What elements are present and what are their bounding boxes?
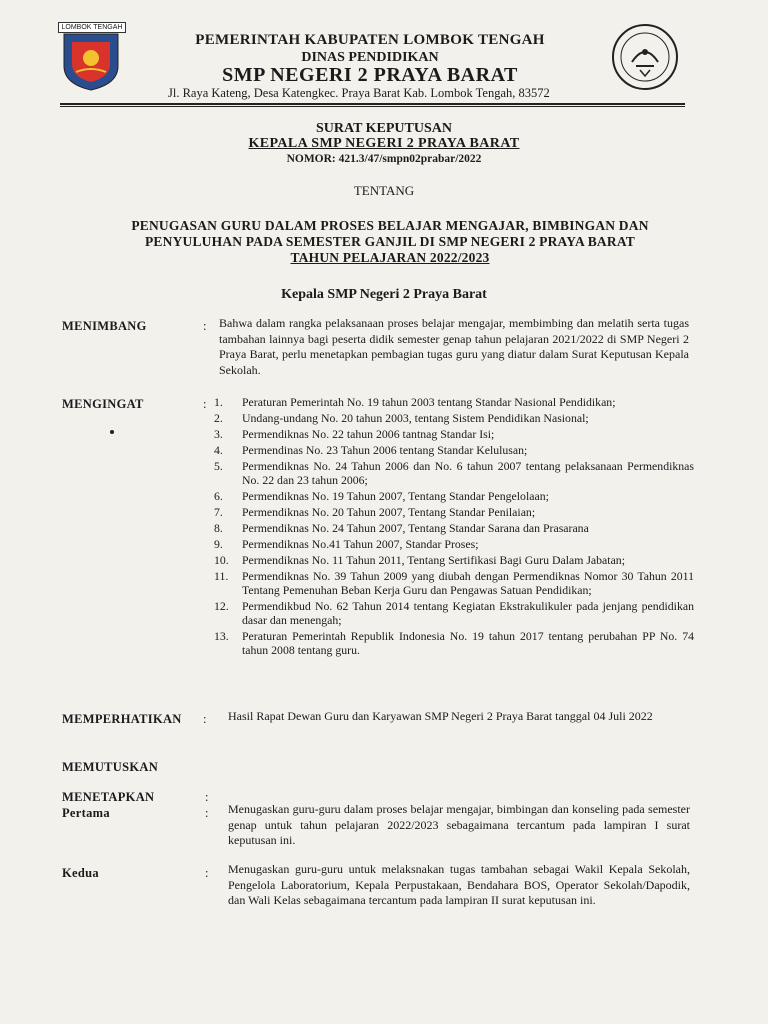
mengingat-item-text: Peraturan Pemerintah No. 19 tahun 2003 tentang Standar Nasional Pendidikan;: [242, 395, 616, 409]
mengingat-item: [214, 427, 694, 441]
menimbang-text: Bahwa dalam rangka pelaksanaan proses belajar mengajar, membimbing dan melatih serta tugas tambahan lainnya bagi peserta didik semester genap tahun pelajaran 2021/2022 di SMP Negeri 2 Praya Barat, perlu menetapkan pembagian tugas guru yang diatur dalam Surat Keputusan Kepala Sekolah.: [219, 316, 689, 377]
mengingat-item-text: Permendiknas No.41 Tahun 2007, Standar Proses;: [242, 537, 479, 551]
mengingat-item: [214, 537, 694, 551]
mengingat-item-number: 12.: [214, 599, 229, 613]
mengingat-item-text: Permendiknas No. 39 Tahun 2009 yang diubah dengan Permendiknas Nomor 30 Tahun 2011 Tentang Pemenuhan Beban Kerja Guru dan Pengawas Satuan Pendidikan;: [242, 569, 694, 597]
letterhead-rule-thick: [60, 103, 685, 105]
mengingat-list: [214, 395, 694, 659]
mengingat-item: [214, 569, 694, 597]
mengingat-item-text: Permendiknas No. 11 Tahun 2011, Tentang Sertifikasi Bagi Guru Dalam Jabatan;: [242, 553, 625, 567]
memperhatikan-text: Hasil Rapat Dewan Guru dan Karyawan SMP Negeri 2 Praya Barat tanggal 04 Juli 2022: [228, 709, 653, 723]
mengingat-item: [214, 521, 694, 535]
mengingat-item-text: Permendinas No. 23 Tahun 2006 tentang Standar Kelulusan;: [242, 443, 528, 457]
mengingat-item-number: 13.: [214, 629, 229, 643]
mengingat-item-number: 3.: [214, 427, 223, 441]
mengingat-item: [214, 599, 694, 627]
menimbang-colon: :: [203, 319, 207, 333]
mengingat-item: [214, 553, 694, 567]
subject-line-2: PENYULUHAN PADA SEMESTER GANJIL DI SMP NEGERI 2 PRAYA BARAT: [144, 234, 635, 249]
mengingat-item: [214, 411, 694, 425]
mengingat-item-text: Permendikbud No. 62 Tahun 2014 tentang Kegiatan Ekstrakulikuler pada jenjang pendidikan dasar dan menengah;: [242, 599, 694, 627]
mengingat-item-number: 8.: [214, 521, 223, 535]
department-name: DINAS PENDIDIKAN: [301, 50, 439, 65]
mengingat-item-number: 7.: [214, 505, 223, 519]
memperhatikan-label: MEMPERHATIKAN: [62, 712, 182, 726]
kedua-text: Menugaskan guru-guru untuk melaksnakan tugas tambahan sebagai Wakil Kepala Sekolah, Pengelola Laboratorium, Kepala Perpustakaan, Bendahara BOS, Operator Sekolah/Dapodik, dan Wali Kelas sebagaimana tercantum pada lampiran II surat keputusan ini.: [228, 862, 690, 907]
mengingat-label: MENGINGAT: [62, 397, 144, 411]
mengingat-item: [214, 505, 694, 519]
mengingat-item-text: Permendiknas No. 24 Tahun 2006 dan No. 6 tahun 2007 tentang pelaksanaan Permendiknas No. 22 dan 23 tahun 2006;: [242, 459, 694, 487]
kedua-label: Kedua: [62, 866, 99, 880]
mengingat-item: [214, 395, 694, 409]
subject-line-3: TAHUN PELAJARAN 2022/2023: [290, 250, 490, 265]
mengingat-item-text: Undang-undang No. 20 tahun 2003, tentang Sistem Pendidikan Nasional;: [242, 411, 589, 425]
mengingat-item: [214, 443, 694, 457]
memperhatikan-colon: :: [203, 712, 207, 726]
mengingat-item-text: Peraturan Pemerintah Republik Indonesia No. 19 tahun 2017 tentang perubahan PP No. 74 tahun 2008 tentang guru.: [242, 629, 694, 657]
mengingat-item-text: Permendiknas No. 22 tahun 2006 tantnag Standar Isi;: [242, 427, 495, 441]
mengingat-item-number: 11.: [214, 569, 229, 583]
mengingat-item-text: Permendiknas No. 20 Tahun 2007, Tentang Standar Penilaian;: [242, 505, 536, 519]
tut-wuri-handayani-logo: [610, 22, 680, 92]
decree-subtitle: KEPALA SMP NEGERI 2 PRAYA BARAT: [248, 136, 520, 151]
school-name: SMP NEGERI 2 PRAYA BARAT: [222, 64, 518, 86]
mengingat-item: [214, 489, 694, 503]
menetapkan-label: MENETAPKAN: [62, 790, 155, 804]
mengingat-item: [214, 629, 694, 657]
mengingat-item: [214, 459, 694, 487]
menetapkan-colon: :: [205, 790, 209, 804]
school-address: Jl. Raya Kateng, Desa Katengkec. Praya Barat Kab. Lombok Tengah, 83572: [168, 86, 550, 100]
education-emblem-icon: [610, 22, 680, 92]
kedua-colon: :: [205, 866, 209, 880]
memutuskan-label: MEMUTUSKAN: [62, 760, 159, 774]
menimbang-label: MENIMBANG: [62, 319, 147, 333]
decree-title: SURAT KEPUTUSAN: [315, 121, 452, 136]
regency-logo-label: LOMBOK TENGAH: [58, 22, 126, 33]
mengingat-item-number: 5.: [214, 459, 223, 473]
pertama-text: Menugaskan guru-guru dalam proses belajar mengajar, bimbingan dan konseling pada semester genap untuk tahun pelajaran 2022/2023 sebagaimana tercantum pada lampiran I surat keputusan ini.: [228, 802, 690, 847]
letterhead-rule-thin: [60, 106, 685, 107]
mengingat-item-number: 10.: [214, 553, 229, 567]
regency-logo: [58, 22, 124, 92]
decree-about: TENTANG: [353, 183, 415, 198]
mengingat-colon: :: [203, 397, 207, 411]
pertama-label: Pertama: [62, 806, 110, 820]
mengingat-item-number: 9.: [214, 537, 223, 551]
subject-line-1: PENUGASAN GURU DALAM PROSES BELAJAR MENGAJAR, BIMBINGAN DAN: [131, 218, 649, 233]
government-name: PEMERINTAH KABUPATEN LOMBOK TENGAH: [195, 32, 545, 48]
mengingat-item-number: 6.: [214, 489, 223, 503]
mengingat-item-text: Permendiknas No. 19 Tahun 2007, Tentang Standar Pengelolaan;: [242, 489, 549, 503]
pertama-colon: :: [205, 806, 209, 820]
stray-mark: [110, 430, 114, 434]
mengingat-item-number: 1.: [214, 395, 223, 409]
decree-number: NOMOR: 421.3/47/smpn02prabar/2022: [286, 153, 482, 165]
mengingat-item-text: Permendiknas No. 24 Tahun 2007, Tentang Standar Sarana dan Prasarana: [242, 521, 589, 535]
mengingat-item-number: 2.: [214, 411, 223, 425]
mengingat-item-number: 4.: [214, 443, 223, 457]
issuer-line: Kepala SMP Negeri 2 Praya Barat: [281, 287, 487, 302]
